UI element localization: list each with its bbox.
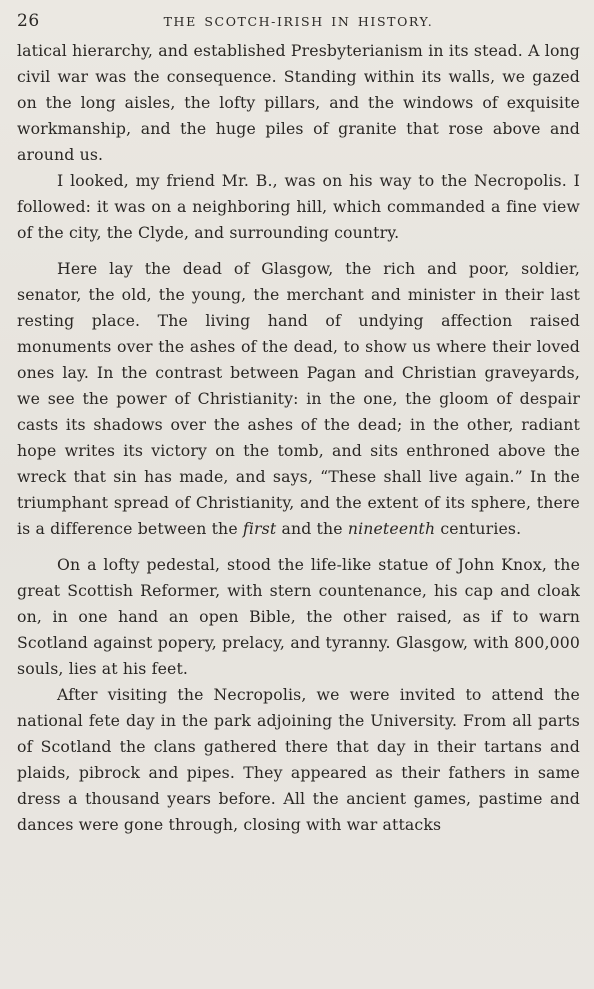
paragraph-necropolis-walk: I looked, my friend Mr. B., was on his way to the Necropolis. I followed: it was on a neighboring hill, which commanded a fine view of the city, the Clyde, and surrounding country. xyxy=(17,171,580,242)
running-title: THE SCOTCH-IRISH IN HISTORY. xyxy=(163,14,434,29)
italic-word-nineteenth: nineteenth xyxy=(347,519,436,538)
body-text xyxy=(17,38,580,838)
paragraph-dead-of-glasgow xyxy=(17,256,580,542)
paragraph-text: and the xyxy=(276,519,348,538)
paragraph-text: centuries. xyxy=(435,519,522,538)
italic-word-first: first xyxy=(242,519,277,538)
page-number: 26 xyxy=(17,11,40,31)
paragraph-continued: latical hierarchy, and established Presbyterianism in its stead. A long civil war was the consequence. Standing within its walls, we gazed on the long aisles, the lofty pillars, and the windows of exquisite workmanship, and the huge piles of granite that rose above and around us. xyxy=(17,41,580,164)
paragraph-text: Here lay the dead of Glasgow, the rich and poor, soldier, senator, the old, the young, the merchant and minister in their last resting place. The living hand of undying affection raised monuments over the ashes of the dead, to show us where their loved ones lay. In the contrast between Pagan and Christian graveyards, we see the power of Christianity: in the one, the gloom of despair casts its shadows over the ashes of the dead; in the other, radiant hope writes its victory on the tomb, and sits enthroned above the wreck that sin has made, and says, “These shall live again.” In the triumphant spread of Christianity, and the extent of its sphere, there is a difference between the xyxy=(17,259,580,538)
running-head xyxy=(17,4,580,38)
paragraph-fete-day: After visiting the Necropolis, we were invited to attend the national fete day in the park adjoining the University. From all parts of Scotland the clans gathered there that day in their tartans and plaids, pibrock and pipes. They appeared as their fathers in same dress a thousand years before. All the ancient games, pastime and dances were gone through, closing with war attacks xyxy=(17,685,580,834)
paragraph-john-knox-statue: On a lofty pedestal, stood the life-like statue of John Knox, the great Scottish Reformer, with stern countenance, his cap and cloak on, in one hand an open Bible, the other raised, as if to warn Scotland against popery, prelacy, and tyranny. Glasgow, with 800,000 souls, lies at his feet. xyxy=(17,555,580,678)
